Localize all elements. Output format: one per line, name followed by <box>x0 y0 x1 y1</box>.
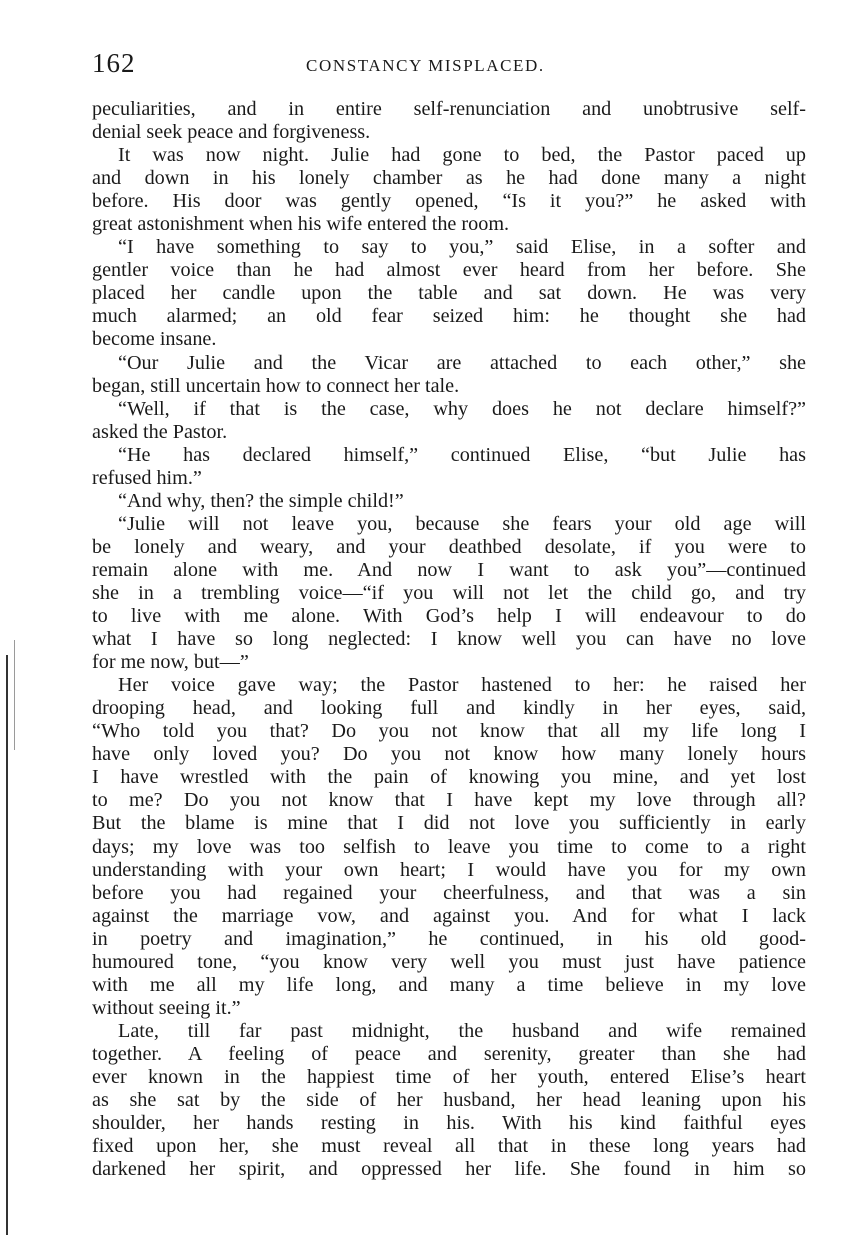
text-line: shoulder, her hands resting in his. With his kind faithful eyes <box>92 1112 806 1135</box>
text-line: asked the Pastor. <box>92 420 228 443</box>
text-line: drooping head, and looking full and kindly in her eyes, said, <box>92 697 806 720</box>
text-line: before you had regained your cheerfulness, and that was a sin <box>92 881 806 904</box>
scan-edge-line-faint <box>14 640 15 750</box>
text-line: Late, till far past midnight, the husband and wife remained <box>118 1019 806 1042</box>
text-line: and down in his lonely chamber as he had done many a night <box>92 167 806 190</box>
text-line: “Our Julie and the Vicar are attached to each other,” she <box>118 351 806 374</box>
text-line: placed her candle upon the table and sat down. He was very <box>92 282 806 305</box>
text-line: Her voice gave way; the Pastor hastened to her: he raised her <box>118 674 806 697</box>
text-line: “Who told you that? Do you not know that all my life long I <box>92 720 806 743</box>
text-line: without seeing it.” <box>92 996 241 1019</box>
body-text <box>92 98 806 1181</box>
text-line: for me now, but—” <box>92 651 249 674</box>
text-line: humoured tone, “you know very well you must just have patience <box>92 950 806 973</box>
page-number: 162 <box>92 48 136 78</box>
text-line: great astonishment when his wife entered the room. <box>92 213 510 236</box>
running-title: CONSTANCY MISPLACED. <box>306 56 545 75</box>
text-line: But the blame is mine that I did not love you sufficiently in early <box>92 812 806 835</box>
text-line: together. A feeling of peace and serenity, greater than she had <box>92 1042 806 1065</box>
text-line: ever known in the happiest time of her youth, entered Elise’s heart <box>92 1065 806 1088</box>
text-line: darkened her spirit, and oppressed her life. She found in him so <box>92 1158 806 1181</box>
text-line: with me all my life long, and many a time believe in my love <box>92 973 806 996</box>
text-line: against the marriage vow, and against you. And for what I lack <box>92 904 806 927</box>
text-line: what I have so long neglected: I know well you can have no love <box>92 628 806 651</box>
text-line: “And why, then? the simple child!” <box>118 489 404 512</box>
text-line: have only loved you? Do you not know how many lonely hours <box>92 743 806 766</box>
text-line: fixed upon her, she must reveal all that in these long years had <box>92 1135 806 1158</box>
text-line: gentler voice than he had almost ever heard from her before. She <box>92 259 806 282</box>
text-line: denial seek peace and forgiveness. <box>92 121 371 144</box>
text-line: before. His door was gently opened, “Is it you?” he asked with <box>92 190 806 213</box>
text-line: “Julie will not leave you, because she fears your old age will <box>118 512 806 535</box>
text-line: in poetry and imagination,” he continued, in his old good- <box>92 927 806 950</box>
text-line: much alarmed; an old fear seized him: he thought she had <box>92 305 806 328</box>
text-line: “I have something to say to you,” said Elise, in a softer and <box>118 236 806 259</box>
text-line: peculiarities, and in entire self-renunciation and unobtrusive self- <box>92 98 806 120</box>
text-line: to live with me alone. With God’s help I will endeavour to do <box>92 605 806 628</box>
scan-edge-line <box>6 655 8 1235</box>
text-line: she in a trembling voice—“if you will not let the child go, and try <box>92 581 806 604</box>
text-line: It was now night. Julie had gone to bed, the Pastor paced up <box>118 144 806 167</box>
text-line: I have wrestled with the pain of knowing you mine, and yet lost <box>92 766 806 789</box>
text-line: refused him.” <box>92 466 202 489</box>
text-line: become insane. <box>92 328 217 351</box>
text-line: “He has declared himself,” continued Elise, “but Julie has <box>118 443 806 466</box>
text-line: days; my love was too selfish to leave you time to come to a right <box>92 835 806 858</box>
text-line: understanding with your own heart; I would have you for my own <box>92 858 806 881</box>
text-line: remain alone with me. And now I want to ask you”—continued <box>92 558 806 581</box>
text-line: be lonely and weary, and your deathbed desolate, if you were to <box>92 535 806 558</box>
page-header <box>92 48 806 82</box>
text-line: began, still uncertain how to connect her tale. <box>92 374 460 397</box>
text-line: to me? Do you not know that I have kept my love through all? <box>92 789 806 812</box>
text-line: “Well, if that is the case, why does he not declare himself?” <box>118 397 806 420</box>
text-line: as she sat by the side of her husband, her head leaning upon his <box>92 1089 806 1112</box>
